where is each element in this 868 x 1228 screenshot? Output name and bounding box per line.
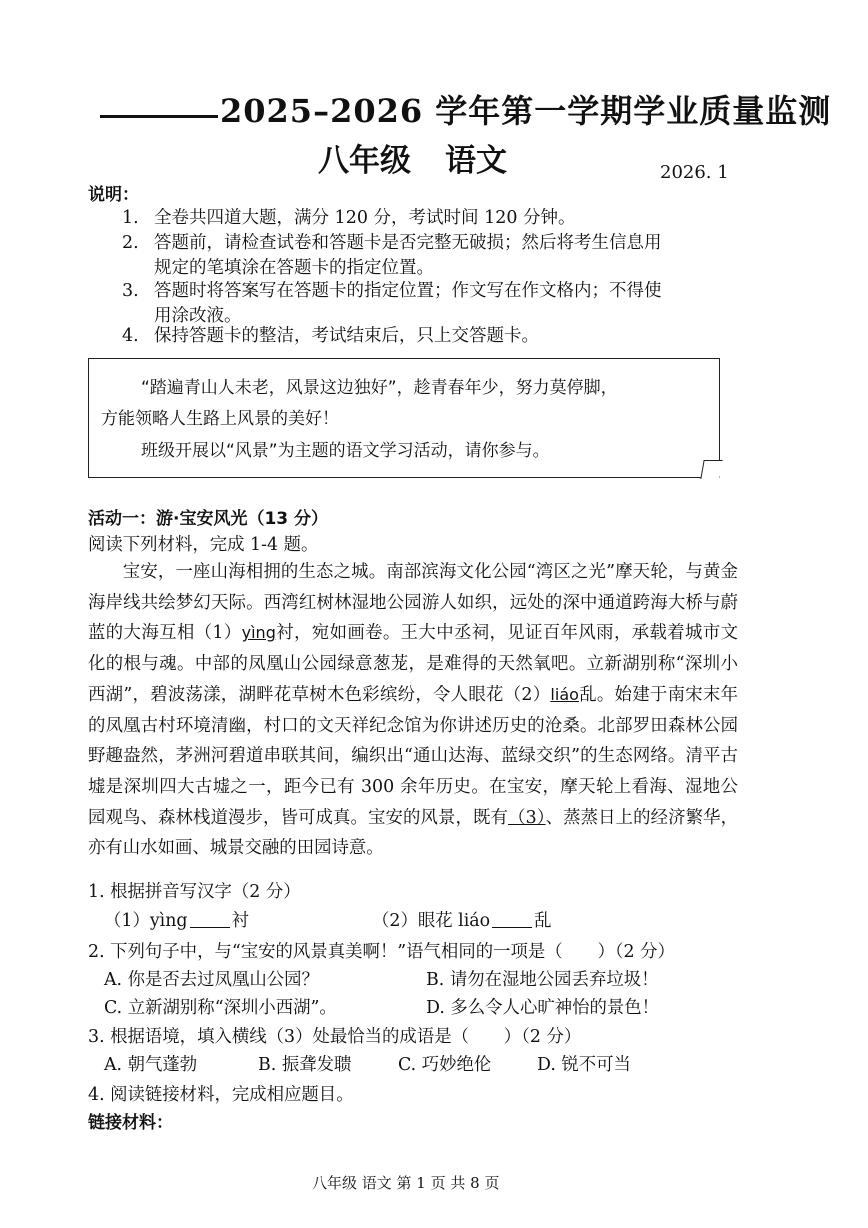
question-3-option-c: C. 巧妙绝伦 <box>398 1055 492 1075</box>
question-1-b: （2）眼花 liáo 乱 <box>372 911 552 931</box>
page-fold-corner <box>700 460 722 479</box>
notes-heading: 说明： <box>88 185 139 205</box>
question-3-option-d: D. 锐不可当 <box>537 1055 631 1075</box>
note-item-1: 1. 全卷共四道大题，满分 120 分，考试时间 120 分钟。 <box>122 208 576 228</box>
question-2-option-c: C. 立新湖别称“深圳小西湖”。 <box>104 998 337 1018</box>
note-item-3: 3. 答题时将答案写在答题卡的指定位置；作文写在作文格内；不得使 用涂改液。 <box>122 281 662 326</box>
passage-paragraph: 宝安，一座山海相拥的生态之城。南部滨海文化公园“湾区之光”摩天轮，与黄金海岸线共绘梦幻天际。西湾红树林湿地公园游人如织，远处的深中通道跨海大桥与蔚蓝的大海互相（1）yìng衬，宛如画卷。王大中丞祠，见证百年风雨，承载着城市文化的根与魂。中部的凤凰山公园绿意葱茏，是难得的天然氧吧。立新湖别称“深圳小西湖”，碧波荡漾，湖畔花草树木色彩缤纷，令人眼花（2）liáo乱。始建于南宋末年的凤凰古村环境清幽，村口的文天祥纪念馆为你讲述历史的沧桑。北部罗田森林公园野趣盎然，茅洲河碧道串联其间，编织出“通山达海、蓝绿交织”的生态网络。清平古墟是深圳四大古墟之一，距今已有 300 余年历史。在宝安，摩天轮上看海、湿地公园观鸟、森林栈道漫步，皆可成真。宝安的风景，既有（3）、蒸蒸日上的经济繁华，亦有山水如画、城景交融的田园诗意。 <box>88 562 738 859</box>
question-3-option-b: B. 振聋发聩 <box>258 1055 352 1075</box>
subject-label: 语文 <box>445 143 507 179</box>
link-material-heading: 链接材料： <box>88 1113 173 1133</box>
activity1-heading: 活动一：游·宝安风光（13 分） <box>88 509 329 529</box>
reading-passage <box>88 557 738 864</box>
exam-title-text: 2025–2026 学年第一学期学业质量监测 <box>220 92 832 130</box>
answer-blank <box>190 927 230 928</box>
intro-line-3: 班级开展以“风景”为主题的语文学习活动，请你参与。 <box>141 441 550 461</box>
question-4-stem: 4. 阅读链接材料，完成相应题目。 <box>88 1085 354 1105</box>
pinyin-blank-1: yìng <box>241 623 276 643</box>
intro-line-2: 方能领略人生路上风景的美好！ <box>101 409 339 429</box>
exam-date: 2026. 1 <box>660 162 729 183</box>
exam-title <box>100 86 831 132</box>
question-2-option-b: B. 请勿在湿地公园丢弃垃圾！ <box>426 970 659 990</box>
question-2-option-a: A. 你是否去过凤凰山公园？ <box>104 970 319 990</box>
pinyin-blank-2: liáo <box>550 684 579 704</box>
note-item-2: 2. 答题前，请检查试卷和答题卡是否完整无破损；然后将考生信息用 规定的笔填涂在答题卡的指定位置。 <box>122 233 662 278</box>
question-1-a: （1）yìng 衬 <box>104 911 249 931</box>
activity1-instruction: 阅读下列材料，完成 1-4 题。 <box>88 535 319 555</box>
question-3-option-a: A. 朝气蓬勃 <box>104 1055 198 1075</box>
exam-subtitle <box>318 135 507 180</box>
school-name-blank <box>100 115 218 118</box>
note-item-4: 4. 保持答题卡的整洁，考试结束后，只上交答题卡。 <box>122 326 539 346</box>
question-3-stem: 3. 根据语境，填入横线（3）处最恰当的成语是（ ）（2 分） <box>88 1027 582 1047</box>
intro-line-1: “踏遍青山人未老，风景这边独好”，趁青春年少，努力莫停脚， <box>141 378 618 398</box>
idiom-blank-3: （3） <box>508 807 546 828</box>
question-2-stem: 2. 下列句子中，与“宝安的风景真美啊！”语气相同的一项是（ ）（2 分） <box>88 942 675 962</box>
intro-box <box>88 358 720 478</box>
question-2-option-d: D. 多么令人心旷神怡的景色！ <box>426 998 660 1018</box>
question-1-stem: 1. 根据拼音写汉字（2 分） <box>88 882 301 902</box>
answer-blank <box>492 927 532 928</box>
page-footer: 八年级 语文 第 1 页 共 8 页 <box>312 1174 500 1192</box>
grade-label: 八年级 <box>318 143 411 179</box>
